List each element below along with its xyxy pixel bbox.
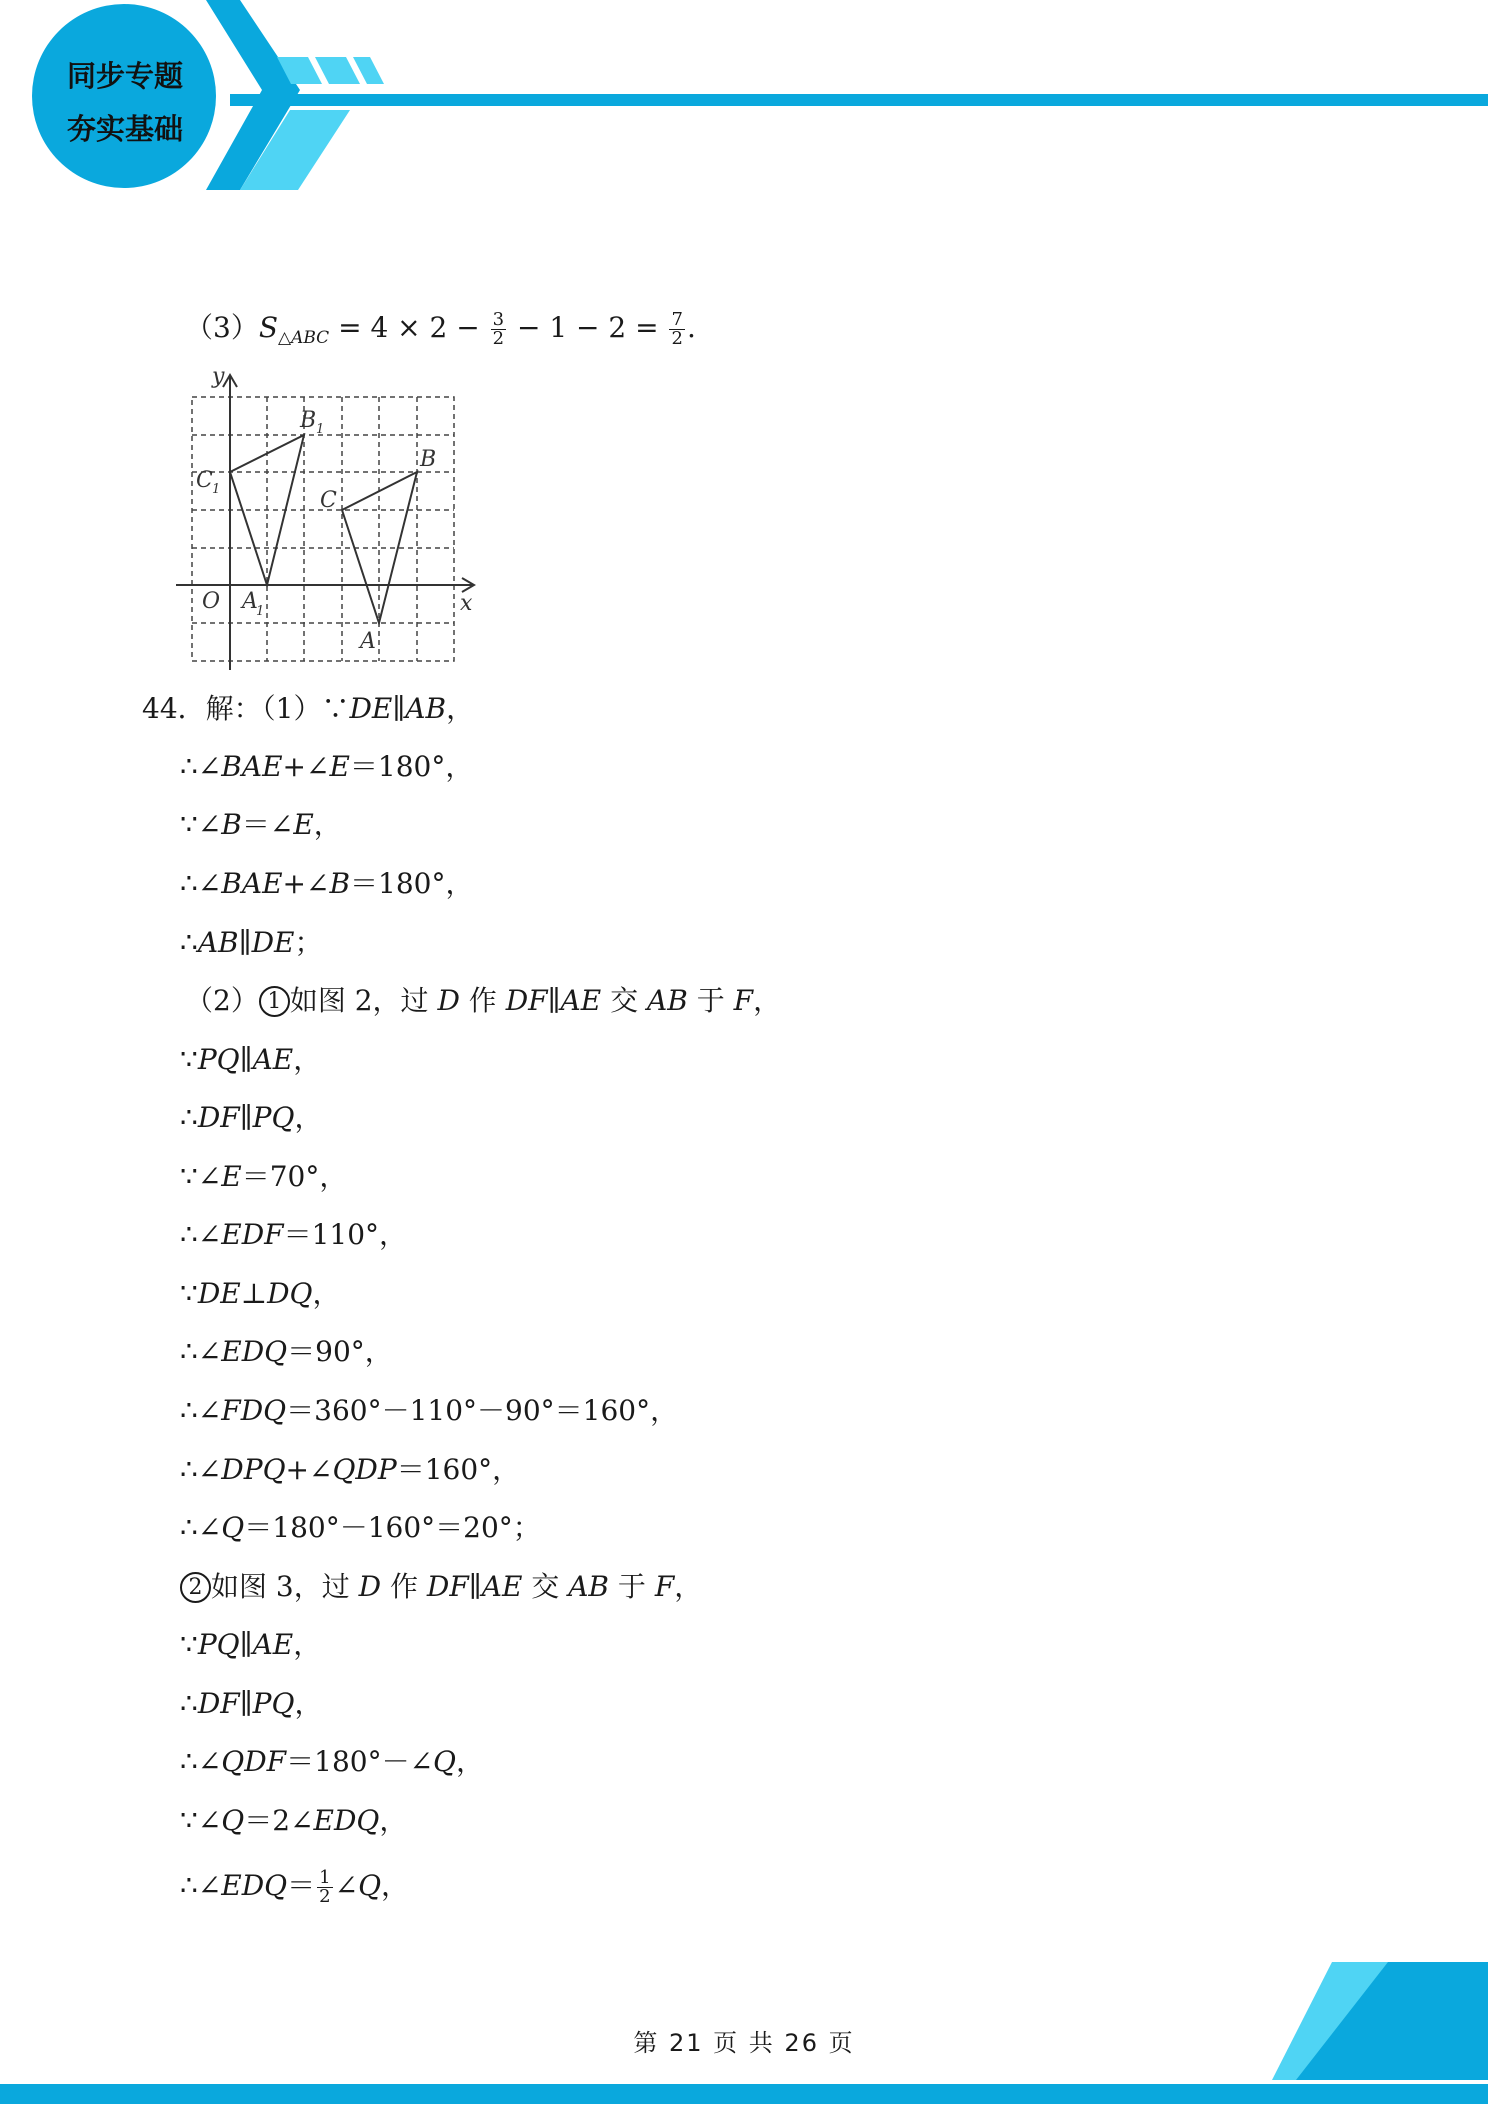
svg-text:y: y xyxy=(212,365,225,389)
solution-line: ∴∠FDQ＝360°－110°－90°＝160°， xyxy=(180,1394,679,1427)
solution-line: ∴∠BAE+∠B＝180°， xyxy=(180,867,474,900)
circled-number: 1 xyxy=(259,986,290,1017)
svg-text:A: A xyxy=(242,589,258,614)
area-formula: $(3)S_{\triangle ABC} = 4 \times 2$ − $\frac{3}{2}$ − 1 − 2 = $\frac{7}{2}$ . xyxy=(185,309,696,349)
header-banner xyxy=(0,0,1488,200)
svg-text:C: C xyxy=(320,488,337,513)
solution-line: ∴∠EDF＝110°， xyxy=(180,1218,408,1251)
solution-line: ∴∠EDQ＝ $\frac{1}{2}$ ∠Q， xyxy=(180,1867,410,1907)
solution-line: ∵∠E＝70°， xyxy=(180,1160,348,1193)
svg-text:B: B xyxy=(300,408,317,433)
solution-line: ∵DE⊥DQ， xyxy=(180,1277,341,1310)
svg-text:1: 1 xyxy=(316,422,325,437)
solution-line: （2） 1 如图 2，过 D 作 DF∥AE 交 AB 于 F， xyxy=(185,984,782,1017)
svg-text:O: O xyxy=(202,589,221,614)
solution-line: ∴∠EDQ＝90°， xyxy=(180,1335,393,1368)
badge-title-line2: 夯实基础 xyxy=(66,112,183,146)
solution-line: ∵∠B＝∠E， xyxy=(180,808,342,841)
svg-text:A: A xyxy=(360,629,376,654)
svg-text:1: 1 xyxy=(212,482,221,497)
solution-line: ∴∠Q＝180°－160°＝20°； xyxy=(180,1511,541,1544)
svg-text:x: x xyxy=(460,591,473,616)
svg-text:C: C xyxy=(196,468,213,493)
solution-line: ∴AB∥DE； xyxy=(180,926,323,959)
solution-line: ∴DF∥PQ， xyxy=(180,1687,323,1720)
fraction: $\frac{3}{2}$ xyxy=(492,309,505,349)
circled-number: 2 xyxy=(180,1572,211,1603)
page-number: 第 21 页 共 26 页 xyxy=(633,2029,855,2057)
svg-text:B: B xyxy=(420,447,437,472)
solution-line: ∵PQ∥AE， xyxy=(180,1043,322,1076)
fraction: $\frac{7}{2}$ xyxy=(671,309,683,349)
solution-line: ∴∠QDF＝180°－∠Q， xyxy=(180,1745,485,1778)
solution-line: 44．解：（1）∵DE∥AB， xyxy=(142,692,475,725)
coordinate-grid-figure xyxy=(170,365,480,675)
solution-line: ∵PQ∥AE， xyxy=(180,1628,322,1661)
svg-text:1: 1 xyxy=(256,604,265,619)
solution-line: ∴∠DPQ+∠QDP＝160°， xyxy=(180,1453,521,1486)
solution-line: 2 如图 3，过 D 作 DF∥AE 交 AB 于 F， xyxy=(180,1570,702,1604)
fraction: $\frac{1}{2}$ xyxy=(319,1867,331,1907)
solution-line: ∴∠BAE+∠E＝180°， xyxy=(180,750,474,783)
badge-title-line1: 同步专题 xyxy=(66,59,183,93)
solution-line: ∵∠Q＝2∠EDQ， xyxy=(180,1804,408,1837)
triangle-abc xyxy=(342,472,417,623)
solution-line: ∴DF∥PQ， xyxy=(180,1101,323,1134)
